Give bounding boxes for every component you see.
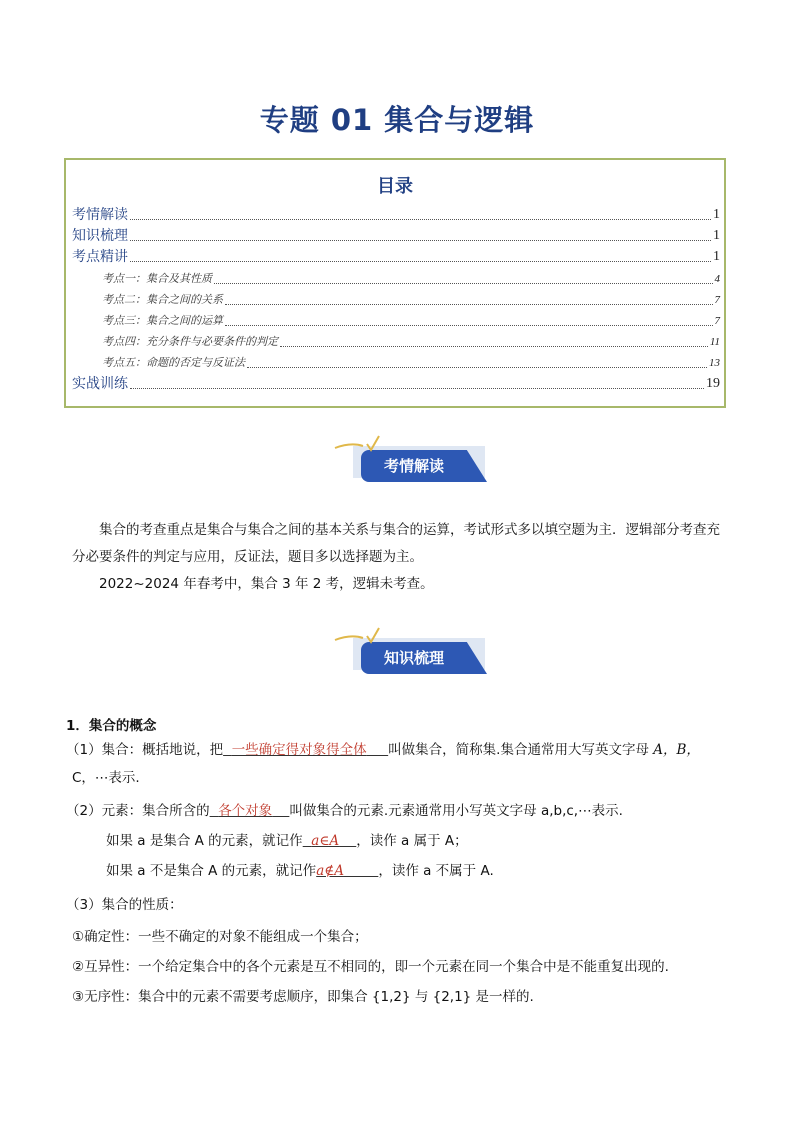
page-title: 专题 01 集合与逻辑 bbox=[259, 103, 535, 137]
toc-entry-kaodian2[interactable]: 考点二：集合之间的关系 7 bbox=[102, 293, 720, 306]
toc-entry-kaodian[interactable]: 考点精讲 1 bbox=[72, 249, 720, 265]
toc-entry-kaodian5[interactable]: 考点五：命题的否定与反证法 13 bbox=[102, 356, 720, 369]
paragraph-kaoqing-1: 集合的考查重点是集合与集合之间的基本关系与集合的运算，考试形式多以填空题为主．逻辑部分考查充分必要条件的判定与应用，反证法，题目多以选择题为主。 bbox=[72, 522, 720, 565]
table-of-contents bbox=[64, 158, 726, 408]
not-belong-notation: 如果 a 不是集合 A 的元素，就记作a∉A ，读作 a 不属于 A. bbox=[106, 863, 494, 879]
checkmark-decoration-icon bbox=[333, 432, 393, 462]
toc-entry-kaodian1[interactable]: 考点一：集合及其性质 4 bbox=[102, 272, 720, 285]
toc-entry-zhishi[interactable]: 知识梳理 1 bbox=[72, 228, 720, 244]
property-determinacy: ①确定性：一些不确定的对象不能组成一个集合； bbox=[72, 929, 368, 945]
item-1-line-2: C，⋯表示. bbox=[72, 770, 140, 786]
fill-blank-1: 一些确定得对象得全体 bbox=[231, 742, 367, 758]
property-unorderedness: ③无序性：集合中的元素不需要考虑顺序，即集合 {1,2} 与 {2,1} 是一样的. bbox=[72, 989, 534, 1005]
paragraph-kaoqing-2: 2022~2024 年春考中，集合 3 年 2 考，逻辑未考查。 bbox=[99, 576, 434, 592]
properties-heading: （3）集合的性质： bbox=[66, 897, 183, 913]
belong-notation: 如果 a 是集合 A 的元素，就记作 a∈A ，读作 a 属于 A； bbox=[106, 833, 468, 849]
checkmark-decoration-icon bbox=[333, 624, 393, 654]
section-banner-zhishi: 知识梳理 bbox=[333, 624, 493, 678]
toc-entry-shizhan[interactable]: 实战训练 19 bbox=[72, 376, 720, 392]
fill-blank-2: 各个对象 bbox=[218, 803, 273, 819]
section-banner-kaoqing: 考情解读 bbox=[333, 432, 493, 486]
toc-entry-kaodian3[interactable]: 考点三：集合之间的运算 7 bbox=[102, 314, 720, 327]
fill-blank-3: a∈A bbox=[311, 833, 340, 849]
toc-heading: 目录 bbox=[377, 176, 413, 197]
toc-entry-kaodian4[interactable]: 考点四：充分条件与必要条件的判定 11 bbox=[102, 335, 720, 348]
toc-entry-kaoqing[interactable]: 考情解读 1 bbox=[72, 207, 720, 223]
item-2: （2）元素：集合所含的 各个对象 叫做集合的元素.元素通常用小写英文字母 a,b,c,⋯表示. bbox=[66, 803, 623, 819]
subheading-concept: 1．集合的概念 bbox=[66, 718, 157, 734]
item-1-line-1: （1）集合：概括地说，把 一些确定得对象得全体 叫做集合，简称集.集合通常用大写英文字母 A，B， bbox=[66, 742, 700, 758]
fill-blank-4: a∉A bbox=[316, 863, 344, 879]
property-distinctness: ②互异性：一个给定集合中的各个元素是互不相同的，即一个元素在同一个集合中是不能重复出现的. bbox=[72, 959, 669, 975]
